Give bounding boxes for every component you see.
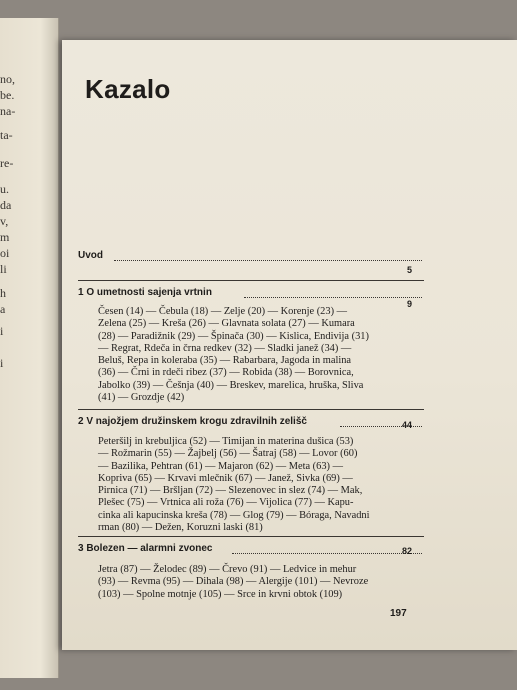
toc-entry-label: 1 O umetnosti sajenja vrtnin	[78, 287, 212, 298]
toc-page-number: 44	[401, 420, 412, 430]
subsection-list	[98, 306, 418, 404]
left-page-text: ta-	[0, 128, 13, 142]
toc-entry-section-1	[78, 287, 422, 303]
subsection-line: — Rožmarin (55) — Žajbelj (56) — Šatraj (58) — Lovor (60)	[98, 448, 358, 460]
subsection-line: (41) — Grozdje (42)	[98, 392, 185, 404]
page-number: 197	[390, 608, 407, 619]
left-page-text: i	[0, 324, 4, 338]
subsection-line: cinka ali kapucinska kreša (78) — Glog (79) — Bóraga, Navadni	[98, 509, 370, 521]
subsection-list	[98, 564, 418, 601]
subsection-line: — Regrat, Rdeča in črna redkev (32) — Sladki janež (34) —	[98, 342, 352, 354]
subsection-line: Kopriva (65) — Krvavi mlečnik (67) — Janež, Sivka (69) —	[98, 472, 353, 484]
left-page-text: a	[0, 302, 6, 316]
left-page-text: m	[0, 230, 10, 244]
section-divider	[78, 280, 424, 281]
subsection-line: Beluš, Repa in koleraba (35) — Rabarbara, Jagoda in malina	[98, 355, 352, 367]
dot-leader	[244, 296, 422, 298]
toc-page-number: 82	[401, 546, 412, 556]
left-page-text: da	[0, 198, 12, 212]
toc-entry-label: 2 V najožjem družinskem krogu zdravilnih zelišč	[78, 416, 307, 427]
left-page-text: u.	[0, 182, 9, 196]
left-page-text: i	[0, 356, 4, 370]
left-page-text: be.	[0, 88, 15, 102]
subsection-line: Jabolko (39) — Češnja (40) — Breskev, marelica, hruška, Sliva	[98, 379, 364, 391]
subsection-line: (28) — Paradižnik (29) — Špinača (30) — Kislica, Endivija (31)	[98, 330, 369, 342]
toc-entry-label: Uvod	[78, 250, 103, 261]
left-page-text: no,	[0, 72, 15, 86]
dot-leader	[114, 259, 422, 261]
subsection-line: Česen (14) — Čebula (18) — Zelje (20) — Korenje (23) —	[98, 306, 348, 317]
subsection-line: rman (80) — Dežen, Koruzni laski (81)	[98, 522, 263, 534]
toc-entry-uvod	[78, 250, 422, 266]
contents-page	[62, 40, 517, 650]
left-page-text: v,	[0, 214, 9, 228]
toc-page-number: 9	[406, 299, 412, 309]
left-page-text: li	[0, 262, 7, 276]
left-page-text: re-	[0, 156, 14, 170]
subsection-line: (93) — Revma (95) — Dihala (98) — Alergije (101) — Nevroze	[98, 576, 369, 588]
toc-entry-section-3	[78, 543, 422, 559]
subsection-line: — Bazilika, Pehtran (61) — Majaron (62) — Meta (63) —	[98, 460, 343, 472]
section-divider	[78, 409, 424, 410]
subsection-line: Jetra (87) — Želodec (89) — Črevo (91) — Ledvice in mehur	[98, 564, 357, 575]
subsection-list	[98, 436, 418, 534]
page-title: Kazalo	[85, 74, 171, 104]
left-page	[0, 18, 59, 678]
subsection-line: Pirnica (71) — Bršljan (72) — Slezenovec in slez (74) — Mak,	[98, 485, 363, 497]
subsection-line: (36) — Črni in rdeči ribez (37) — Robida (38) — Borovnica,	[98, 367, 354, 379]
dot-leader	[232, 552, 422, 554]
left-page-text: h	[0, 286, 6, 300]
toc-entry-section-2	[78, 416, 422, 432]
subsection-line: Plešec (75) — Vrtnica ali roža (76) — Vijolica (77) — Kapu-	[98, 497, 354, 509]
subsection-line: (103) — Spolne motnje (105) — Srce in krvni obtok (109)	[98, 588, 343, 600]
left-page-text: na-	[0, 104, 16, 118]
subsection-line: Zelena (25) — Kreša (26) — Glavnata solata (27) — Kumara	[98, 318, 355, 330]
subsection-line: Peteršilj in krebuljica (52) — Timijan in materina dušica (53)	[98, 436, 354, 447]
toc-entry-label: 3 Bolezen — alarmni zvonec	[78, 543, 213, 554]
section-divider	[78, 536, 424, 537]
toc-page-number: 5	[406, 265, 412, 275]
left-page-text: oi	[0, 246, 10, 260]
